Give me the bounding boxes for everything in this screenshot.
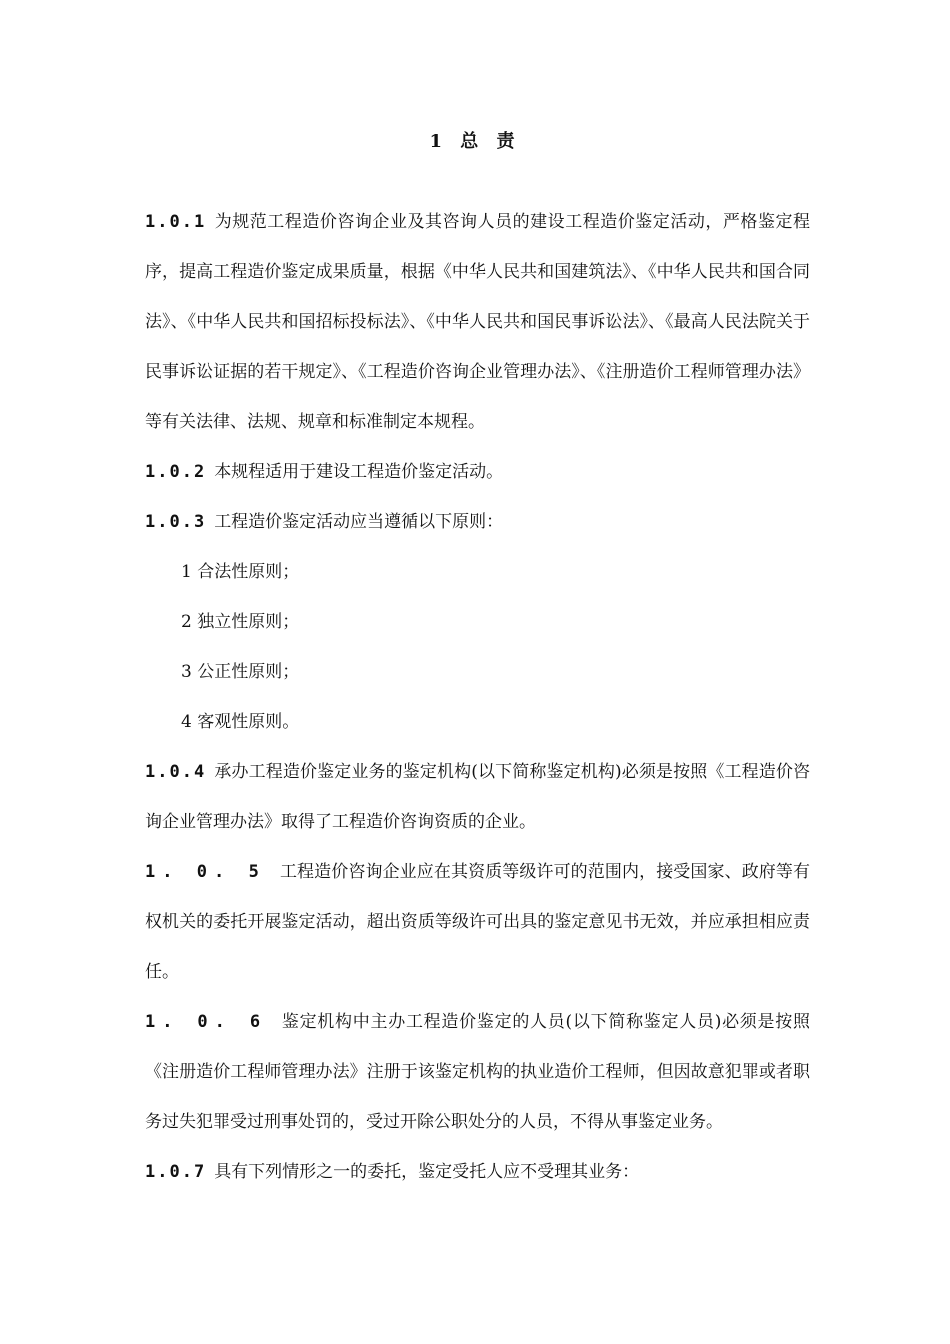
- clause-1-0-2: [145, 447, 810, 497]
- clause-number: 1.0.1: [145, 212, 207, 232]
- clause-1-0-5: [145, 847, 810, 997]
- clause-text: 鉴定机构中主办工程造价鉴定的人员(以下简称鉴定人员)必须是按照《注册造价工程师管理办法》注册于该鉴定机构的执业造价工程师，但因故意犯罪或者职务过失犯罪受过刑事处罚的，受过开除公职处分的人员，不得从事鉴定业务。: [145, 1012, 810, 1132]
- principle-item: 1 合法性原则；: [181, 562, 300, 582]
- clause-1-0-1: [145, 197, 810, 447]
- principle-item: 4 客观性原则。: [181, 712, 300, 732]
- clause-number: 1.0.7: [145, 1162, 207, 1182]
- clause-text: 具有下列情形之一的委托，鉴定受托人应不受理其业务：: [214, 1162, 640, 1182]
- section-title: 1 总 责: [429, 131, 521, 152]
- clause-text: 承办工程造价鉴定业务的鉴定机构(以下简称鉴定机构)必须是按照《工程造价咨询企业管理办法》取得了工程造价咨询资质的企业。: [145, 762, 810, 832]
- clause-text: 本规程适用于建设工程造价鉴定活动。: [214, 462, 504, 482]
- clause-1-0-7: [145, 1147, 810, 1197]
- principle-item: 3 公正性原则；: [181, 662, 300, 682]
- clause-1-0-6: [145, 997, 810, 1147]
- clause-text: 工程造价咨询企业应在其资质等级许可的范围内，接受国家、政府等有权机关的委托开展鉴定活动，超出资质等级许可出具的鉴定意见书无效，并应承担相应责任。: [145, 862, 810, 982]
- clause-1-0-3: [145, 497, 810, 547]
- clause-1-0-4: [145, 747, 810, 847]
- clause-number: 1. 0. 5: [145, 862, 266, 882]
- clause-number: 1.0.2: [145, 462, 207, 482]
- clause-number: 1. 0. 6: [145, 1012, 268, 1032]
- clause-number: 1.0.3: [145, 512, 207, 532]
- principle-item: 2 独立性原则；: [181, 612, 300, 632]
- document-body: [145, 197, 810, 1197]
- clause-number: 1.0.4: [145, 762, 207, 782]
- clause-text: 工程造价鉴定活动应当遵循以下原则：: [214, 512, 504, 532]
- clause-text: 为规范工程造价咨询企业及其咨询人员的建设工程造价鉴定活动，严格鉴定程序，提高工程造价鉴定成果质量，根据《中华人民共和国建筑法》、《中华人民共和国合同法》、《中华人民共和国招标投标法》、《中华人民共和国民事诉讼法》、《最高人民法院关于民事诉讼证据的若干规定》、《工程造价咨询企业管理办法》、《注册造价工程师管理办法》等有关法律、法规、规章和标准制定本规程。: [145, 212, 810, 432]
